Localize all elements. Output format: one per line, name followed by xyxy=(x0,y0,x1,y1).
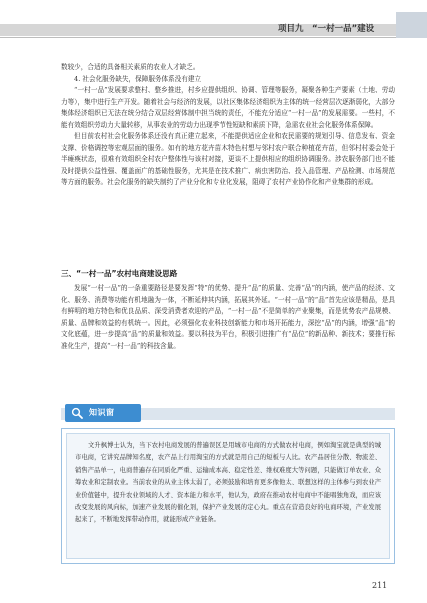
point4-paragraph-2: 但目前农村社会化服务体系还没有真正建立起来，不能提供适应企业和农民需要的规划引导、信息发布、资金支撑、价格调控等宏观层面的服务。如有的地方花卉苗木特色村想与邻村农户联合种植花卉苗，但邻村村委会处于半瘫痪状态，很难有效组织全村农户整体性与该村对接，更谈不上提供相应的组织协调服务。涉农服务部门也不能及时提供公益性强、覆盖面广的基础性服务，尤其是在技术推广、病虫害防治、投入品管理、产品检测、市场规范等方面的服务。社会化服务的缺失制约了产业分化和专业化发展，阻碍了农村产业协作化和产业集群的形成。 xyxy=(61,132,395,186)
knowledge-box-label: 知识窗 xyxy=(89,408,115,417)
magnifier-icon xyxy=(71,407,83,419)
body-text xyxy=(61,62,395,189)
header-rule xyxy=(0,37,396,38)
point4-paragraph-1: “一村一品”发展要求整村、整乡推进，村乡应提供组织、协调、管理等服务，凝聚各种生产要素（土地、劳动力等），集中进行生产开发。随着社会与经济的发展，以社区集体经济组织为主体的统一经营层次逐渐弱化，大部分集体经济组织已无法在统分结合双层经营体制中担当统的责任，不能充分适应“一村一品”的发展需要。一些村，不能有效组织劳动力大量转移，从事农业的劳动力出现季节性短缺和素质下降，急需农业社会化服务体系保障。 xyxy=(61,86,395,129)
chapter-title: 项目九 “一村一品”建设 xyxy=(278,24,375,34)
knowledge-box-inner xyxy=(66,433,390,559)
page-header xyxy=(0,0,427,40)
knowledge-box-text: 文升枫博士认为，当下农村电商发展的普遍误区是用城市电商的方式做农村电商，例如淘宝就是典型的城市电商，它讲究品牌知名度，农产品上行用淘宝的方式就是用自己的短板与人比。农产品居住分散、物流差、销售产品单一，电商普遍存在同质化严重、运输成本高、稳定性差、维权难度大等问题，只能做订单农业、众筹农业和定制农业。当前农业的从业主体太弱了，必须鼓励和培育更多像他太、联想这样的主体参与到农业产业价值链中，提升农业领域的人才、资本能力和水平，他认为，政府在推动农村电商中不能唱独角戏，而应该改变发展的风向标，加速产业发展的催化剂，保护产业发展的定心丸。重点在营造良好的电商环境，产业发展起来了，不断地发挥带动作用，就能形成产业链条。 xyxy=(75,442,381,524)
section-paragraph: 发展“一村一品”的一条重要路径是要发挥“特”的优势、提升“品”的质量、完善“品”的内涵，使产品的经济、文化、服务、消费等功能有机地融为一体，不断延伸其内涵，拓展其外延。“一村一品”的“品”首先应该是精品，是具有鲜明的地方特色和优良品质、深受消费者欢迎的产品，“一村一品”不是简单的产业聚集，而是优势农产品规模、质量、品牌和效益的有机统一。因此，必须强化农业科技创新能力和市场开拓能力，深挖“品”的内涵，增强“品”的文化底蕴，进一步提高“品”的质量和效益。要以科技为平台，积极引进推广有“品位”的新品种、新技术；要推行标准化生产，提高“一村一品”的科技含量。 xyxy=(61,284,395,350)
knowledge-box-header xyxy=(61,404,395,422)
knowledge-box-tab xyxy=(65,404,141,422)
page-number: 211 xyxy=(372,581,388,590)
point4-heading: 4. 社会化服务缺失，保障服务体系没有建立 xyxy=(74,74,202,83)
intro-line: 数较少，合适的具备相关素质的农业人才缺乏。 xyxy=(61,63,200,71)
section-title: 三、“一村一品”农村电商建设思路 xyxy=(61,269,178,278)
header-corner-block xyxy=(396,12,427,38)
knowledge-box xyxy=(61,428,395,564)
